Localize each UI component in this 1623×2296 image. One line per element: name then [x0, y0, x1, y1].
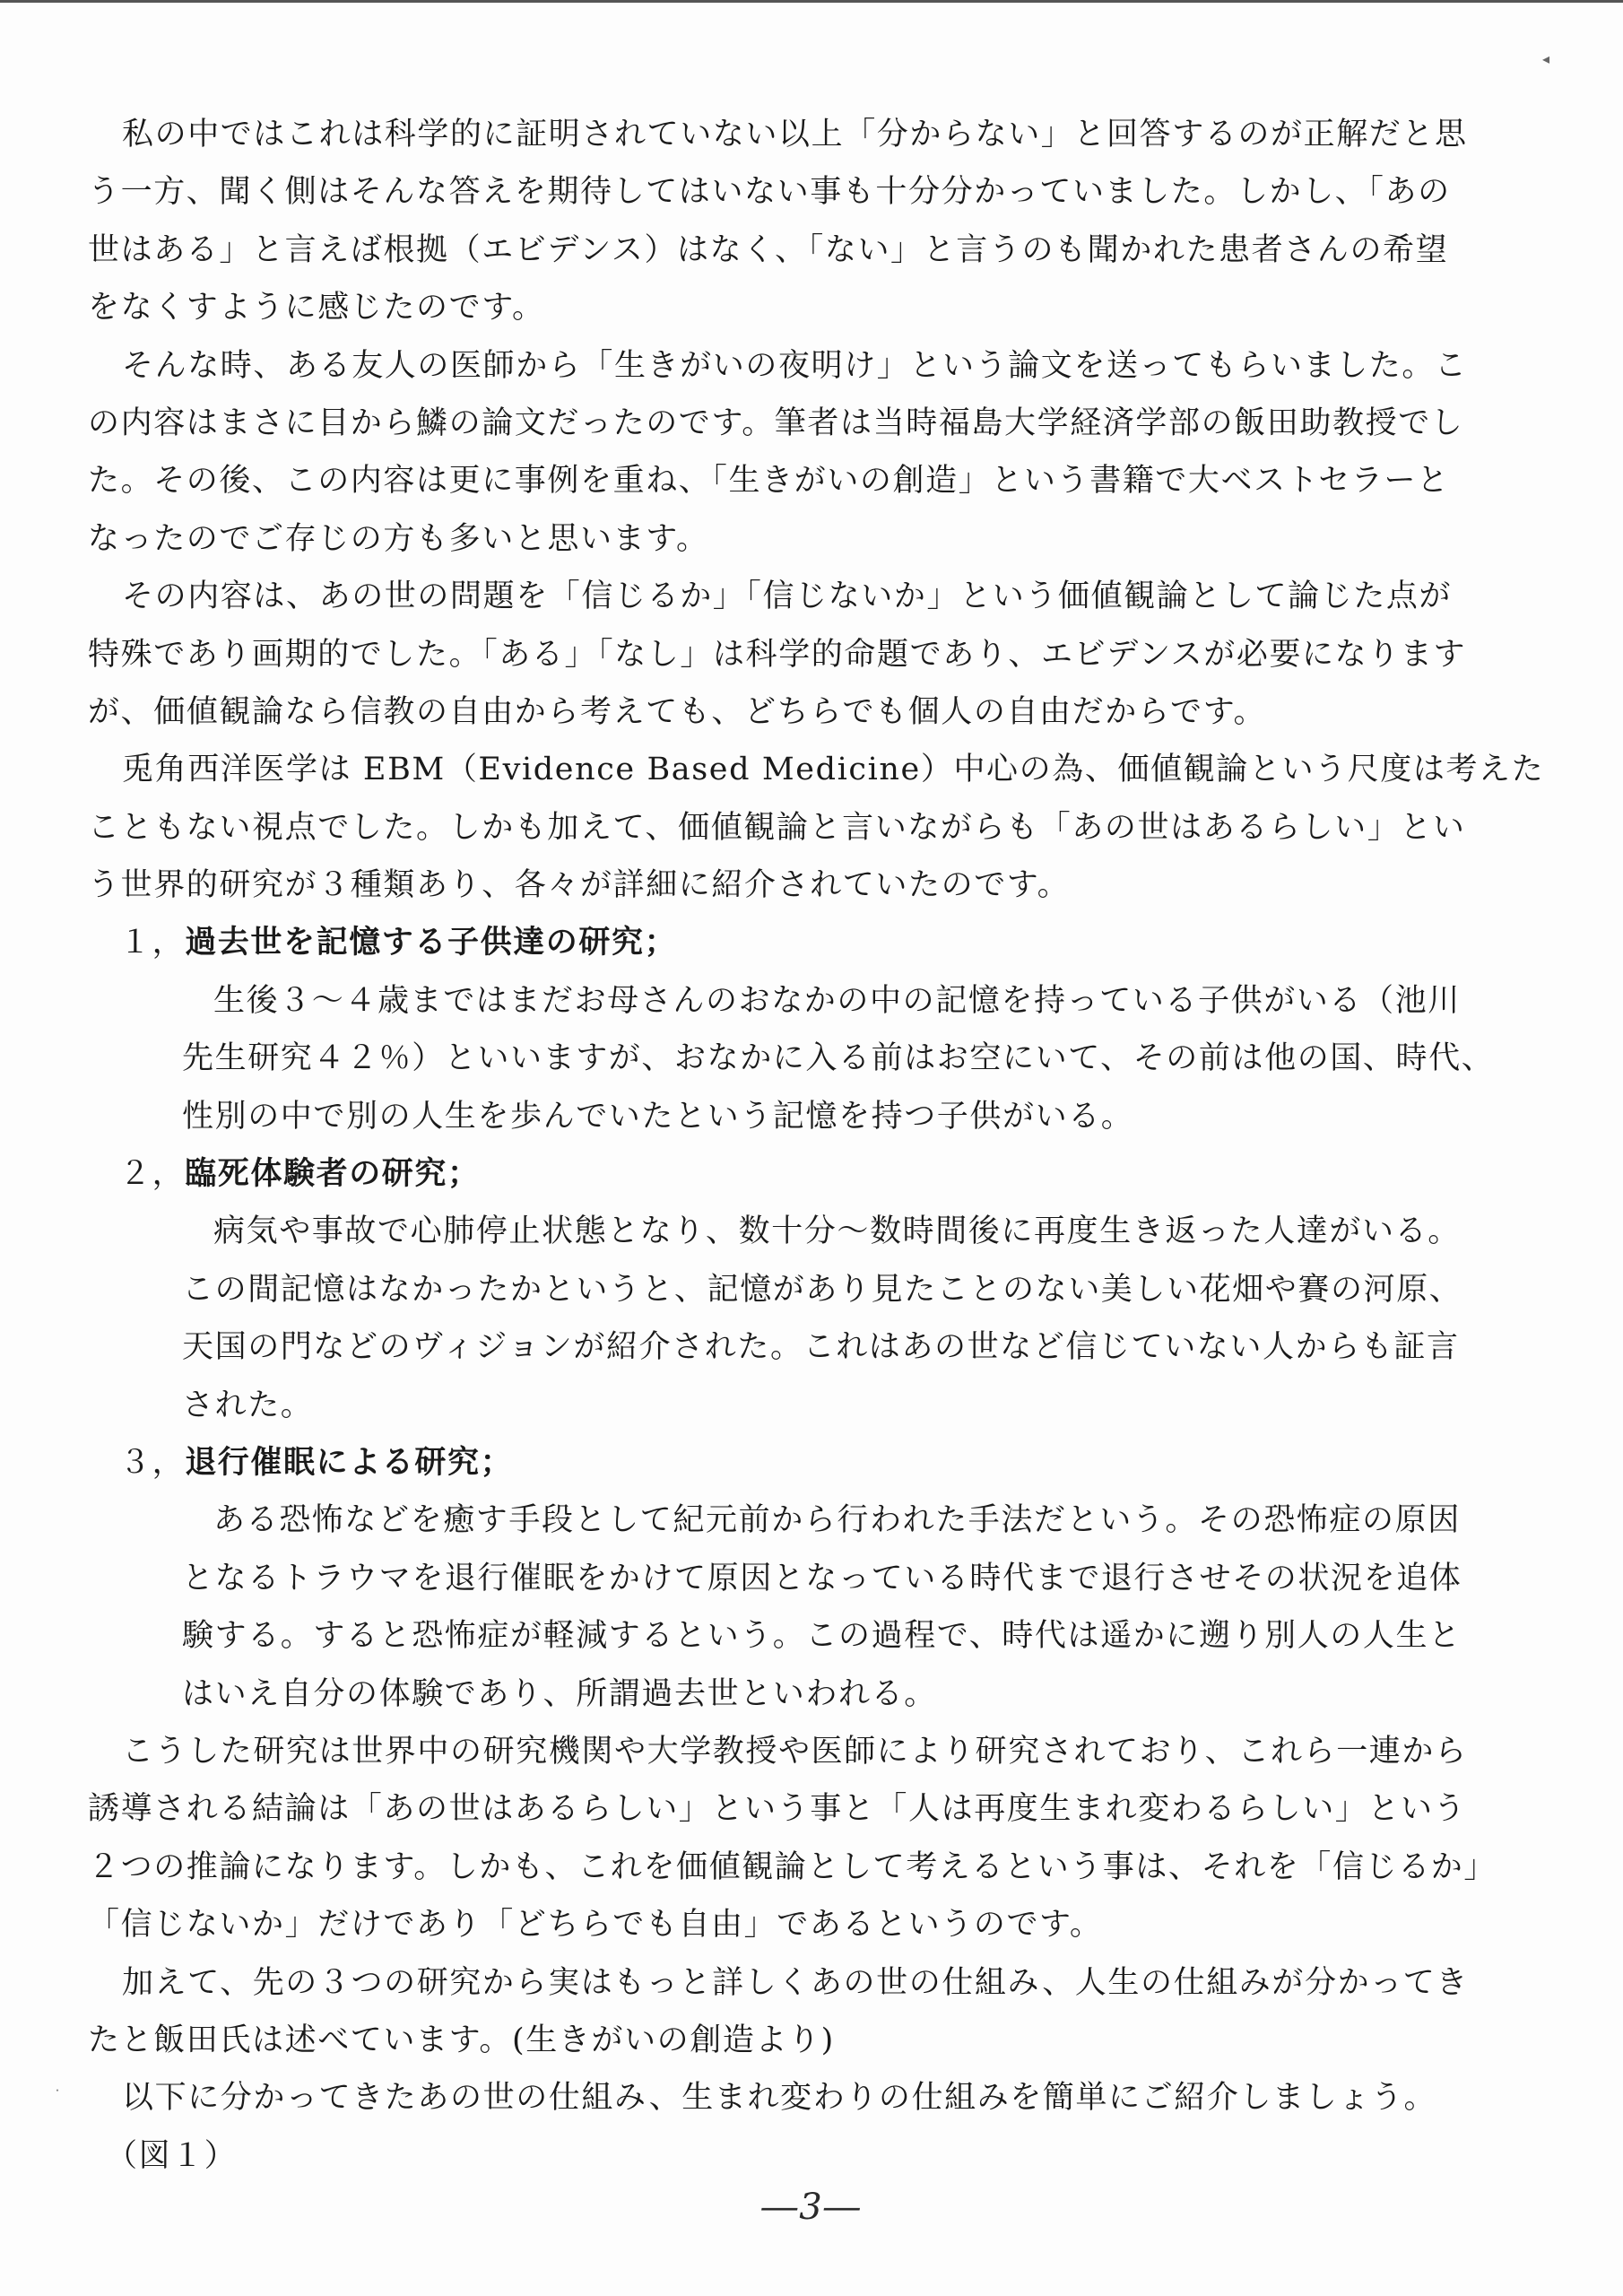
- paragraph-line: た。その後、この内容は更に事例を重ね、「生きがいの創造」という書籍で大ベストセラーと: [88, 463, 1450, 500]
- study-line: 天国の門などのヴィジョンが紹介された。これはあの世など信じていない人からも証言: [182, 1329, 1460, 1366]
- study-heading: [88, 914, 1523, 971]
- study-line: この間記憶はなかったかというと、記憶があり見たことのない美しい花畑や賽の河原、: [182, 1271, 1462, 1308]
- main-text: [88, 106, 1545, 2185]
- figure-reference: （図１）: [106, 2137, 238, 2174]
- paragraph-line: 加えて、先の３つの研究から実はもっと詳しくあの世の仕組み、人生の仕組みが分かってき: [122, 1964, 1470, 2001]
- paragraph-line: う一方、聞く側はそんな答えを期待してはいない事も十分分かっていました。しかし、「あの: [88, 174, 1451, 211]
- paragraph-line: 私の中ではこれは科学的に証明されていない以上「分からない」と回答するのが正解だと思: [122, 117, 1468, 152]
- paragraph-line: こともない視点でした。しかも加えて、価値観論と言いながらも「あの世はあるらしい」とい: [88, 809, 1466, 846]
- paragraph-line: 世はある」と言えば根拠（エビデンス）はなく、「ない」と言うのも聞かれた患者さんの希望: [88, 231, 1449, 268]
- study-title: 退行催眠による研究；: [185, 1443, 514, 1481]
- paragraph-line: 兎角西洋医学は EBM（Evidence Based Medicine）中心の為、価値観論という尺度は考えた: [122, 752, 1545, 788]
- paragraph-line: ２つの推論になります。しかも、これを価値観論として考えるという事は、それを「信じるか」: [88, 1848, 1497, 1885]
- study-line: ある恐怖などを癒す手段として紀元前から行われた手法だという。その恐怖症の原因: [213, 1502, 1461, 1539]
- study-number: ３，: [119, 1444, 186, 1481]
- paragraph-line: その内容は、あの世の問題を「信じるか」「信じないか」という価値観論として論じた点が: [122, 578, 1453, 615]
- study-line: となるトラウマを退行催眠をかけて原因となっている時代まで退行させその状況を追体: [182, 1560, 1462, 1596]
- study-line: 病気や事故で心肺停止状態となり、数十分～数時間後に再度生き返った人達がいる。: [213, 1213, 1461, 1250]
- paragraph-line: う世界的研究が３種類あり、各々が詳細に紹介されていたのです。: [88, 867, 1071, 904]
- paragraph-line: 特殊であり画期的でした。「ある」「なし」は科学的命題であり、エビデンスが必要になります: [88, 636, 1467, 673]
- study-line: 生後３～４歳まではまだお母さんのおなかの中の記憶を持っている子供がいる（池川: [213, 982, 1461, 1019]
- paragraph-line: たと飯田氏は述べています。(生きがいの創造より): [88, 2022, 835, 2058]
- paragraph-line: の内容はまさに目から鱗の論文だったのです。筆者は当時福島大学経済学部の飯田助教授でし: [88, 404, 1464, 441]
- study-title: 臨死体験者の研究；: [185, 1155, 481, 1193]
- study-line: はいえ自分の体験であり、所謂過去世といわれる。: [182, 1675, 937, 1712]
- corner-mark: ◂: [1542, 50, 1550, 67]
- study-line: された。: [182, 1387, 314, 1423]
- study-line: 先生研究４２％）といいますが、おなかに入る前はお空にいて、その前は他の国、時代、: [182, 1040, 1495, 1077]
- study-line: 験する。すると恐怖症が軽減するという。この過程で、時代は遥かに遡り別人の人生と: [182, 1618, 1462, 1655]
- study-heading: [88, 1434, 1523, 1492]
- paragraph-line: こうした研究は世界中の研究機関や大学教授や医師により研究されており、これら一連から: [122, 1733, 1468, 1770]
- study-line: 性別の中で別の人生を歩んでいたという記憶を持つ子供がいる。: [182, 1098, 1134, 1135]
- paragraph-line: そんな時、ある友人の医師から「生きがいの夜明け」という論文を送ってもらいました。こ: [122, 347, 1468, 384]
- paragraph-line: をなくすように感じたのです。: [88, 290, 545, 326]
- top-edge-rule: [0, 0, 1623, 3]
- study-number: ２，: [119, 1156, 186, 1193]
- paragraph-line: 「信じないか」だけであり「どちらでも自由」であるというのです。: [88, 1907, 1103, 1944]
- paragraph-line: 以下に分かってきたあの世の仕組み、生まれ変わりの仕組みを簡単にご紹介しましょう。: [122, 2080, 1437, 2117]
- study-title: 過去世を記憶する子供達の研究；: [185, 924, 678, 961]
- study-number: １，: [119, 925, 186, 961]
- page-number: ―3―: [761, 2187, 862, 2228]
- paragraph-line: が、価値観論なら信教の自由から考えても、どちらでも個人の自由だからです。: [88, 693, 1267, 730]
- study-heading: [88, 1145, 1523, 1203]
- paragraph-line: なったのでご存じの方も多いと思います。: [88, 520, 709, 557]
- paragraph-line: 誘導される結論は「あの世はあるらしい」という事と「人は再度生まれ変わるらしい」という: [88, 1791, 1467, 1828]
- scan-speck: ・: [52, 2084, 64, 2097]
